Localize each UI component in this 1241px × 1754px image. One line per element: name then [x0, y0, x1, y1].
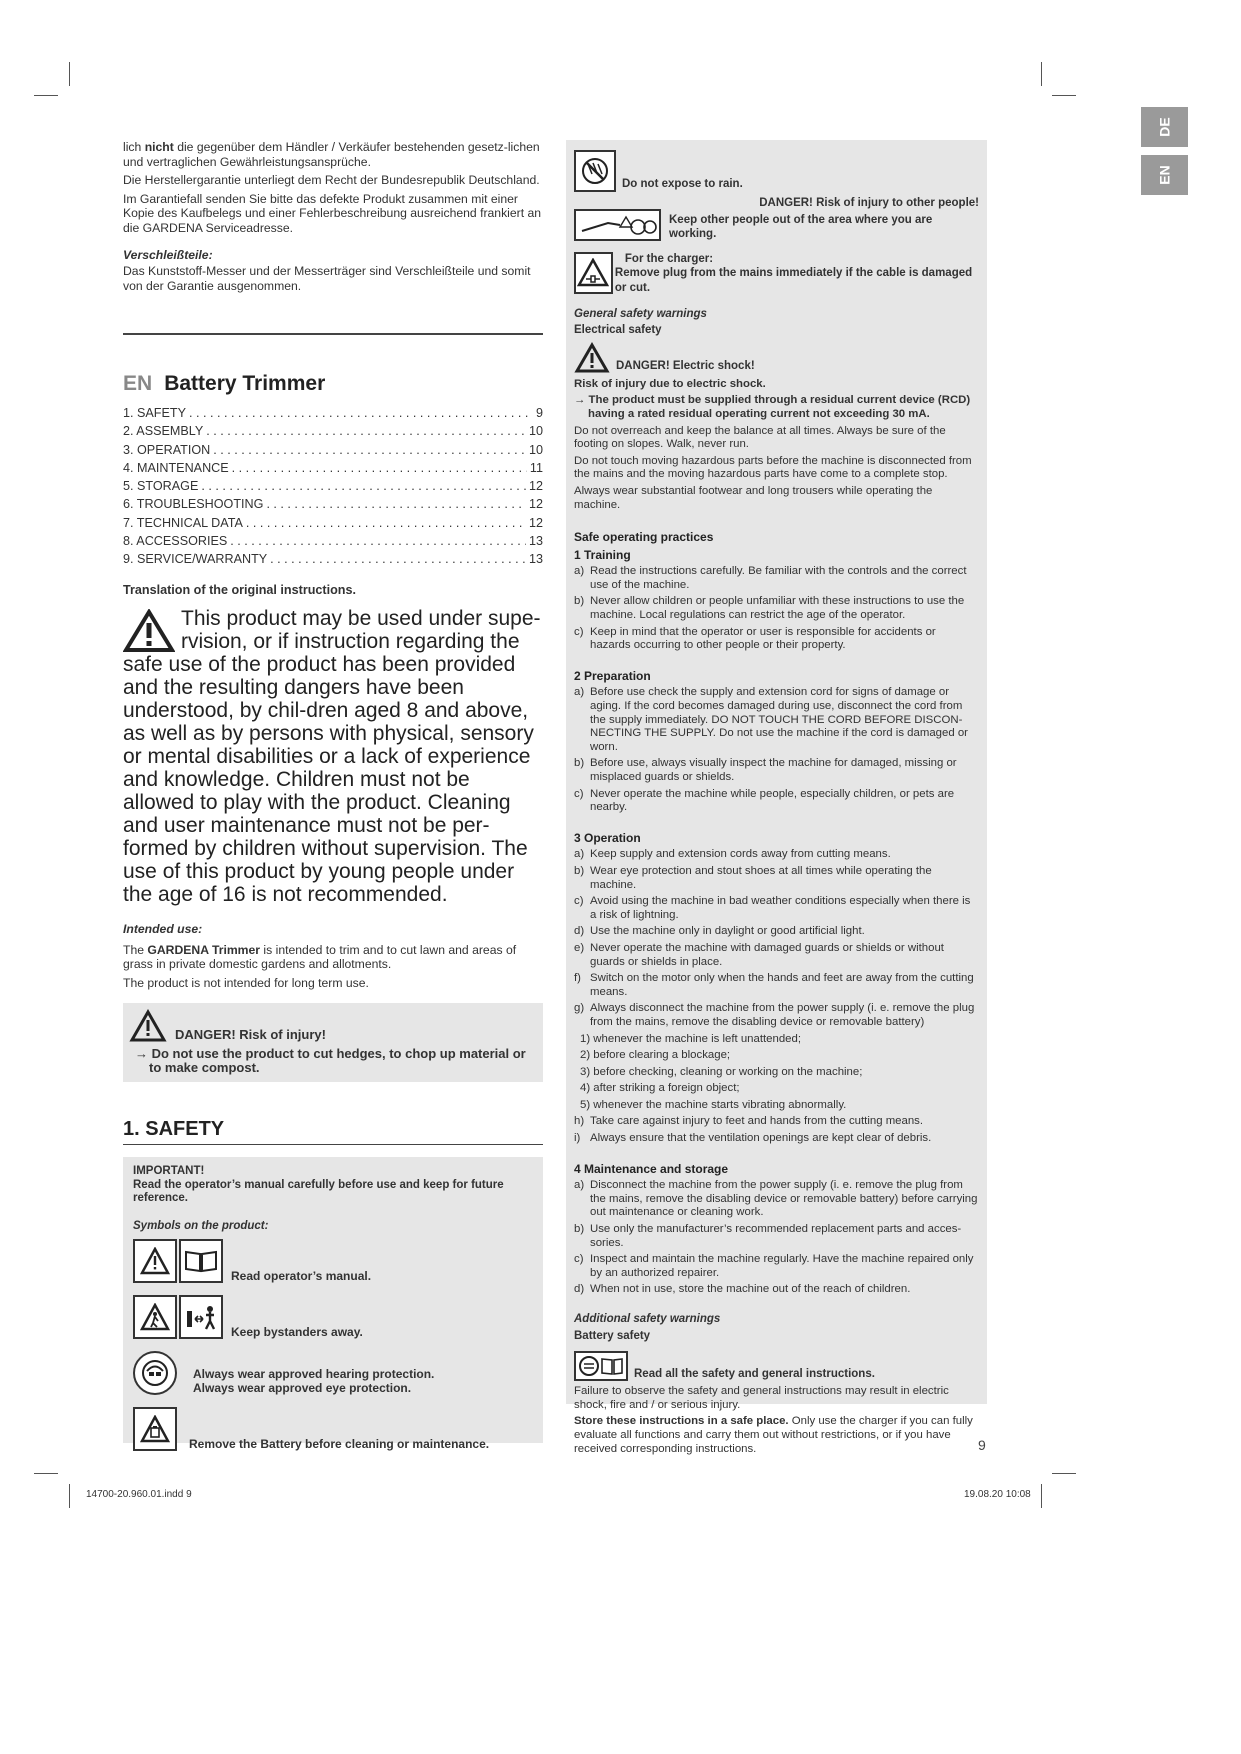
- list-item: d) When not in use, store the machine out of the reach of children.: [574, 1283, 911, 1296]
- list-item: a) Keep supply and extension cords away from cutting means.: [574, 848, 891, 861]
- intended-use-text: The GARDENA Trimmer is intended to trim and to cut lawn and areas of grass in private domestic gardens and allotments.: [123, 942, 517, 972]
- electric-shock-row: [574, 342, 979, 374]
- sub-list-item: 3) before checking, cleaning or working on the machine;: [580, 1065, 863, 1078]
- electrical-text: Do not overreach and keep the balance at all times. Always be sure of the footing on slopes. Walk, never run.: [574, 424, 946, 451]
- tab-en[interactable]: EN: [1141, 155, 1188, 195]
- sub-list-item: 4) after striking a foreign object;: [580, 1082, 740, 1095]
- toc-row[interactable]: 8. ACCESSORIES . . . 13: [123, 532, 543, 550]
- toc-row[interactable]: 4. MAINTENANCE . . . 11: [123, 459, 543, 477]
- toc-row[interactable]: 3. OPERATION . . . 10: [123, 441, 543, 459]
- read-all-text: Read all the safety and general instructions.: [634, 1367, 875, 1380]
- safety-heading: 1. SAFETY: [123, 1122, 543, 1146]
- list-item: c) Inspect and maintain the machine regularly. Have the machine repaired only by an authorized repairer.: [574, 1253, 974, 1279]
- toc-row[interactable]: 1. SAFETY . . . 9: [123, 404, 543, 422]
- wear-parts-text: Das Kunststoff-Messer und der Messerträger sind Verschleißteile und somit von der Garantie ausgenommen.: [123, 264, 531, 293]
- crop-mark: [34, 1473, 58, 1474]
- risk-shock: Risk of injury due to electric shock.: [574, 377, 766, 390]
- failure-text: Failure to observe the safety and general instructions may result in electric shock, fire and / or serious injury.: [574, 1385, 949, 1411]
- list-item: f) Switch on the motor only when the hands and feet are away from the cutting means.: [574, 972, 974, 998]
- keep-away-icon: [179, 1295, 223, 1339]
- de-paragraph: lich nicht die gegenüber dem Händler / Verkäufer bestehenden gesetz-lichen und vertraglichen Gewährleistungsansprüche.: [123, 140, 540, 169]
- wear-parts-title: Verschleißteile:: [123, 247, 213, 262]
- footer-left: 14700-20.960.01.indd 9: [86, 1489, 192, 1500]
- warning-icon: [133, 1239, 177, 1283]
- symbol-label: Always wear approved eye protection.: [193, 1380, 412, 1395]
- battery-safety-title: Battery safety: [574, 1329, 651, 1342]
- maintenance-title: 4 Maintenance and storage: [574, 1161, 729, 1176]
- list-item: c) Never operate the machine while people, especially children, or pets are nearby.: [574, 787, 955, 814]
- list-item: h) Take care against injury to feet and hands from the cutting means.: [574, 1115, 924, 1128]
- list-item: c) Avoid using the machine in bad weather conditions especially when there is a risk of lightning.: [574, 895, 971, 921]
- danger-title: DANGER! Risk of injury!: [175, 1026, 326, 1042]
- toc-row[interactable]: 9. SERVICE/WARRANTY . . . 13: [123, 550, 543, 568]
- important-text: Read the operator’s manual carefully before use and keep for future reference.: [133, 1178, 504, 1205]
- crop-mark: [1052, 1473, 1076, 1474]
- child-warning: This product may be used under supe-rvision, or if instruction regarding the safe use of the product has been provided and the resulting dangers have been understood, by chil-dren aged 8 and above, as well as by persons with physical, sensory or mental disabilities or a lack of experience and knowledge. Children must not be allowed to play with the product. Cleaning and user maintenance must not be per-formed by children without supervision. The use of this product by young people under the age of 16 is not recommended.: [123, 607, 541, 907]
- crop-mark: [1041, 1484, 1042, 1508]
- symbol-label: Keep bystanders away.: [231, 1324, 363, 1339]
- protection-icon: [133, 1351, 177, 1395]
- bystander-warning-icon: [133, 1295, 177, 1339]
- rcd-note: → The product must be supplied through a residual current device (RCD) having a rated residual operating current not exceeding 30 mA.: [574, 394, 971, 420]
- tab-de[interactable]: DE: [1141, 107, 1188, 147]
- sub-list-item: 1) whenever the machine is left unattended;: [580, 1032, 801, 1045]
- rain-row: [574, 150, 979, 192]
- page-number: 9: [978, 1437, 986, 1453]
- important-title: IMPORTANT!: [133, 1165, 205, 1178]
- sub-list-item: 5) whenever the machine starts vibrating abnormally.: [580, 1098, 847, 1111]
- table-of-contents: [123, 404, 543, 569]
- danger-zone-icon: [574, 209, 661, 241]
- right-column: [566, 140, 987, 1455]
- de-paragraph: Die Herstellergarantie unterliegt dem Recht der Bundesrepublik Deutschland.: [123, 173, 540, 188]
- list-item: b) Use only the manufacturer’s recommended replacement parts and acces-sories.: [574, 1223, 962, 1249]
- list-item: b) Never allow children or people unfamiliar with these instructions to use the machine. Local regulations can restrict the age of the operator.: [574, 595, 965, 622]
- additional-warnings-title: Additional safety warnings: [574, 1313, 721, 1325]
- list-item: a) Read the instructions carefully. Be familiar with the controls and the correct use of the machine.: [574, 565, 967, 591]
- rain-warning: Do not expose to rain.: [622, 178, 743, 191]
- toc-row[interactable]: 5. STORAGE . . . 12: [123, 477, 543, 495]
- charger-warning-icon: [574, 252, 613, 294]
- left-column: [123, 140, 543, 1451]
- danger-box: [123, 1003, 543, 1082]
- list-item: a) Disconnect the machine from the power supply (i. e. remove the plug from the mains, remove the disabling device or removable battery) before carrying out maintenance or cleaning work.: [574, 1179, 978, 1219]
- crop-mark: [69, 62, 70, 86]
- list-item: e) Never operate the machine with damaged guards or shields or without guards or shields in place.: [574, 941, 944, 968]
- danger-others-title: DANGER! Risk of injury to other people!: [759, 197, 979, 209]
- symbol-row: [133, 1351, 533, 1395]
- electrical-safety-title: Electrical safety: [574, 324, 662, 337]
- list-item: b) Wear eye protection and stout shoes at all times while operating the machine.: [574, 864, 932, 891]
- crop-mark: [1052, 95, 1076, 96]
- manual-icon: [179, 1239, 223, 1283]
- charger-row: [574, 252, 979, 296]
- danger-others-text: Keep other people out of the area where you are working.: [669, 213, 933, 241]
- crop-mark: [34, 95, 58, 96]
- symbol-label: Read operator’s manual.: [231, 1268, 372, 1283]
- electric-shock-title: DANGER! Electric shock!: [616, 360, 755, 373]
- electrical-text: Always wear substantial footwear and long trousers while operating the machine.: [574, 484, 933, 511]
- danger-text: → Do not use the product to cut hedges, to chop up material or to make compost.: [135, 1045, 526, 1076]
- symbols-title: Symbols on the product:: [133, 1219, 269, 1232]
- general-warnings-title: General safety warnings: [574, 307, 707, 320]
- section-title: EN Battery Trimmer: [123, 372, 326, 396]
- list-item: c) Keep in mind that the operator or user is responsible for accidents or hazards occurring to other people or their property.: [574, 625, 936, 652]
- list-item: i) Always ensure that the ventilation openings are kept clear of debris.: [574, 1132, 932, 1145]
- footer-right: 19.08.20 10:08: [964, 1489, 1031, 1500]
- symbol-row: [133, 1239, 533, 1283]
- warning-icon: [123, 609, 175, 653]
- symbol-label: Always wear approved hearing protection.: [193, 1367, 435, 1382]
- charger-title: For the charger:: [624, 252, 714, 265]
- divider: [123, 333, 543, 335]
- crop-mark: [69, 1484, 70, 1508]
- preparation-title: 2 Preparation: [574, 668, 651, 683]
- translation-note: Translation of the original instructions.: [123, 582, 357, 597]
- list-item: g) Always disconnect the machine from the power supply (i. e. remove the plug from the mains, remove the disabling device or removable battery): [574, 1002, 975, 1028]
- warning-icon: [574, 342, 610, 374]
- store-text: Store these instructions in a safe place. Only use the charger if you can fully evaluate all functions and carry them out without restrictions, or if you have received corresponding instructions.: [574, 1415, 973, 1455]
- toc-row[interactable]: 6. TROUBLESHOOTING . . . 12: [123, 495, 543, 513]
- list-item: a) Before use check the supply and extension cord for signs of damage or aging. If the cord becomes damaged during use, disconnect the cord from the supply immediately. DO NOT TOUCH THE CORD BEFORE DISCON-NECTING THE SUPPLY. Do not use the machine if the cord is damaged or worn.: [574, 686, 968, 753]
- battery-warning-icon: [133, 1407, 177, 1451]
- symbol-row: [133, 1407, 533, 1451]
- electrical-text: Do not touch moving hazardous parts before the machine is disconnected from the mains and the moving hazardous parts have come to a complete stop.: [574, 454, 972, 481]
- danger-others-row: [574, 196, 979, 242]
- safe-practices-title: Safe operating practices: [574, 530, 714, 545]
- symbol-row: [133, 1295, 533, 1339]
- toc-row[interactable]: 2. ASSEMBLY . . . 10: [123, 422, 543, 440]
- toc-row[interactable]: 7. TECHNICAL DATA . . . 12: [123, 514, 543, 532]
- de-paragraph: Im Garantiefall senden Sie bitte das defekte Produkt zusammen mit einer Kopie des Kaufbelegs und einer Fehlerbeschreibung ausreichend frankiert an die GARDENA Serviceadresse.: [123, 191, 542, 235]
- operation-title: 3 Operation: [574, 830, 641, 845]
- read-all-row: [574, 1351, 979, 1381]
- list-item: d) Use the machine only in daylight or good artificial light.: [574, 925, 865, 938]
- intended-use-text: The product is not intended for long term use.: [123, 975, 369, 990]
- charger-text: Remove plug from the mains immediately if the cable is damaged or cut.: [614, 267, 973, 294]
- intended-use-title: Intended use:: [123, 922, 203, 937]
- list-item: b) Before use, always visually inspect the machine for damaged, missing or misplaced guards or shields.: [574, 757, 957, 783]
- no-rain-icon: [574, 150, 616, 192]
- read-all-icon: [574, 1351, 628, 1381]
- warning-icon: [129, 1009, 167, 1043]
- crop-mark: [1041, 62, 1042, 86]
- training-title: 1 Training: [574, 547, 631, 562]
- important-box: [123, 1157, 543, 1451]
- sub-list-item: 2) before clearing a blockage;: [580, 1049, 731, 1062]
- symbol-label: Remove the Battery before cleaning or maintenance.: [189, 1436, 490, 1451]
